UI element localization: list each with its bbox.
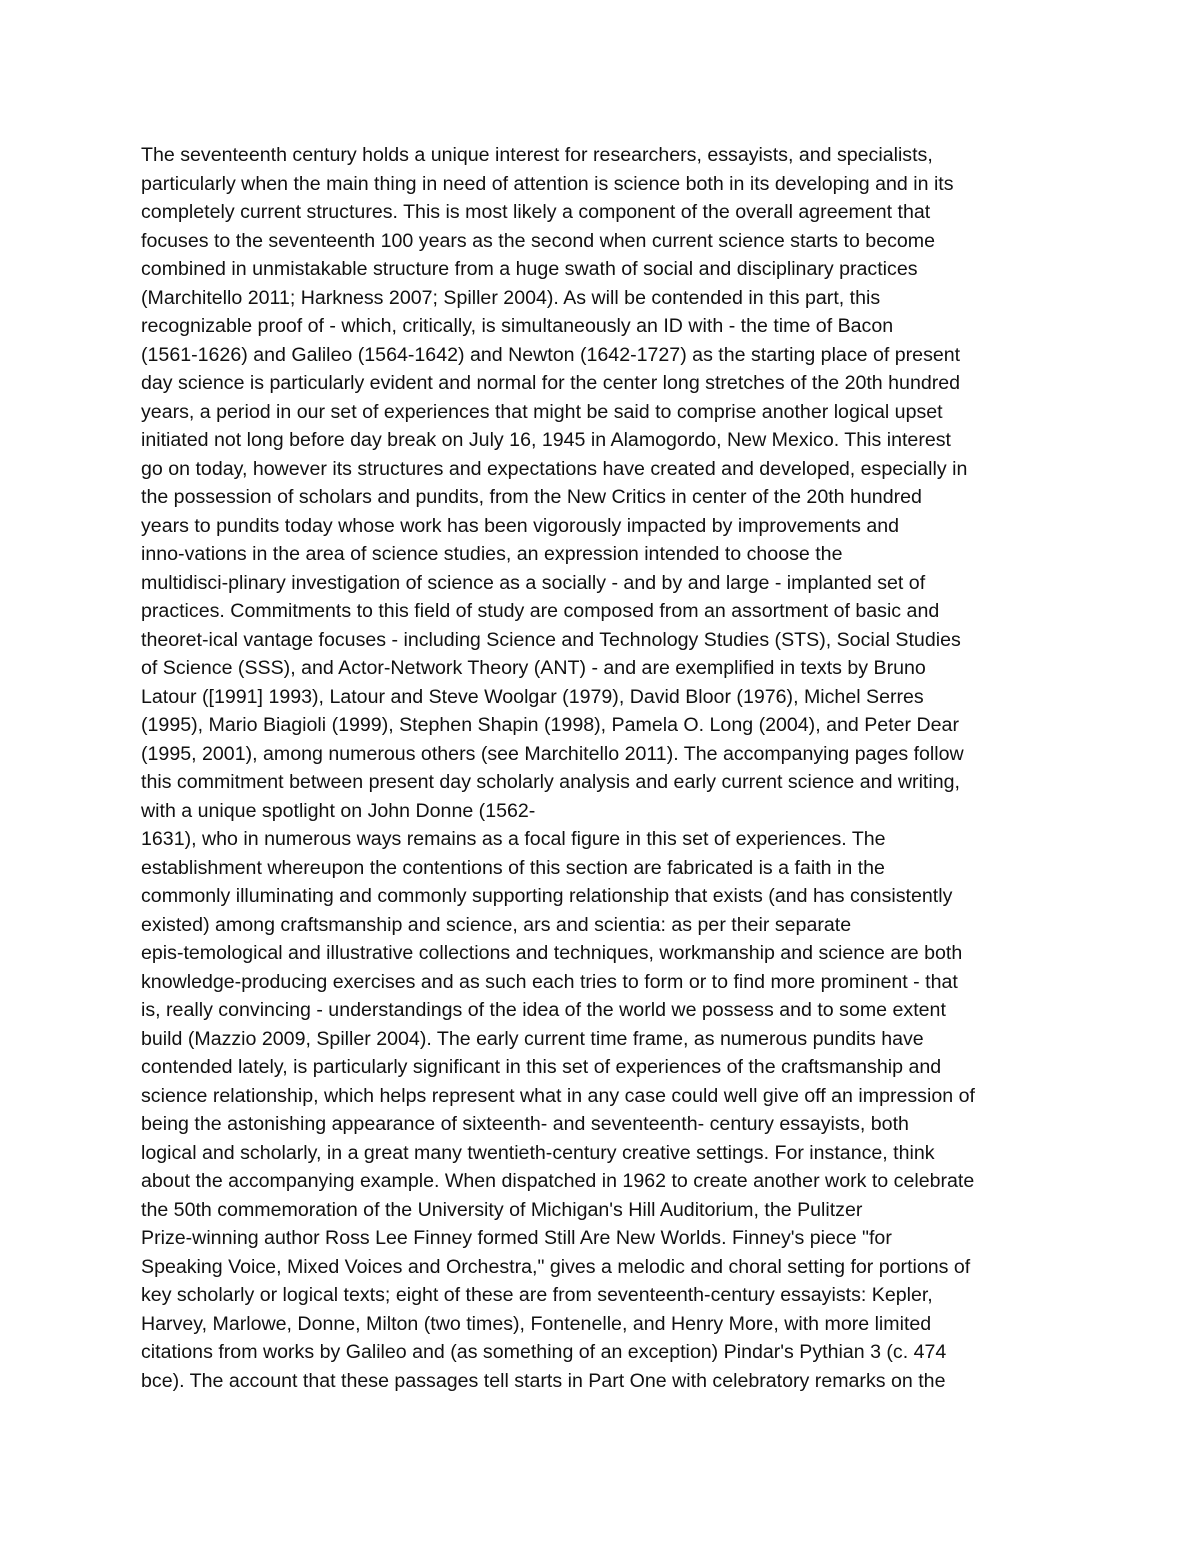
text-line: is, really convincing - understandings of the idea of the world we possess and to some extent [141, 999, 946, 1021]
text-line: about the accompanying example. When dispatched in 1962 to create another work to celebrate [141, 1170, 975, 1192]
text-line: Speaking Voice, Mixed Voices and Orchestra," gives a melodic and choral setting for portions of [141, 1255, 971, 1278]
text-line: with a unique spotlight on John Donne (1562- [141, 799, 536, 822]
text-line: this commitment between present day scholarly analysis and early current science and writing, [141, 771, 960, 793]
text-line: (1995), Mario Biagioli (1999), Stephen Shapin (1998), Pamela O. Long (2004), and Peter Dear [141, 714, 959, 736]
text-line: contended lately, is particularly significant in this set of experiences of the craftsmanship and [141, 1056, 942, 1078]
text-line: combined in unmistakable structure from a huge swath of social and disciplinary practices [141, 258, 918, 280]
text-line: theoret-ical vantage focuses - including Science and Technology Studies (STS), Social Studies [141, 628, 961, 651]
text-line: the 50th commemoration of the University of Michigan's Hill Auditorium, the Pulitzer [141, 1198, 863, 1221]
text-line: The seventeenth century holds a unique interest for researchers, essayists, and specialists, [141, 144, 933, 166]
text-line: 1631), who in numerous ways remains as a focal figure in this set of experiences. The [141, 828, 886, 850]
text-line: years, a period in our set of experiences that might be said to comprise another logical upset [141, 400, 943, 423]
text-line: science relationship, which helps represent what in any case could well give off an impression of [141, 1084, 975, 1107]
text-line: knowledge-producing exercises and as such each tries to form or to find more prominent - that [141, 970, 958, 993]
text-line: focuses to the seventeenth 100 years as the second when current science starts to become [141, 229, 936, 252]
text-line: Prize-winning author Ross Lee Finney formed Still Are New Worlds. Finney's piece "for [141, 1227, 892, 1249]
text-line: logical and scholarly, in a great many twentieth-century creative settings. For instance, think [141, 1141, 935, 1164]
text-line: completely current structures. This is most likely a component of the overall agreement that [141, 201, 931, 223]
text-line: day science is particularly evident and normal for the center long stretches of the 20th hundred [141, 372, 961, 394]
text-line: being the astonishing appearance of sixteenth- and seventeenth- century essayists, both [141, 1113, 909, 1135]
text-line: establishment whereupon the contentions of this section are fabricated is a faith in the [141, 856, 885, 879]
text-line: multidisci-plinary investigation of science as a socially - and by and large - implanted set of [141, 571, 926, 594]
text-line: epis-temological and illustrative collections and techniques, workmanship and science are both [141, 942, 963, 964]
text-line: build (Mazzio 2009, Spiller 2004). The early current time frame, as numerous pundits have [141, 1027, 924, 1050]
text-line: citations from works by Galileo and (as something of an exception) Pindar's Pythian 3 (c. 474 [141, 1341, 947, 1363]
text-line: the possession of scholars and pundits, from the New Critics in center of the 20th hundred [141, 486, 922, 508]
text-line: years to pundits today whose work has been vigorously impacted by improvements and [141, 514, 900, 537]
text-line: (1995, 2001), among numerous others (see Marchitello 2011). The accompanying pages follow [141, 742, 964, 765]
text-line: initiated not long before day break on July 16, 1945 in Alamogordo, New Mexico. This interest [141, 429, 951, 451]
text-line: inno-vations in the area of science studies, an expression intended to choose the [141, 543, 843, 565]
text-line: existed) among craftsmanship and science, ars and scientia: as per their separate [141, 913, 852, 936]
text-line: practices. Commitments to this field of study are composed from an assortment of basic and [141, 600, 940, 622]
text-line: particularly when the main thing in need of attention is science both in its developing and in its [141, 172, 954, 195]
text-line: Harvey, Marlowe, Donne, Milton (two times), Fontenelle, and Henry More, with more limited [141, 1312, 932, 1335]
text-line: (Marchitello 2011; Harkness 2007; Spiller 2004). As will be contended in this part, this [141, 286, 881, 309]
text-line: recognizable proof of - which, critically, is simultaneously an ID with - the time of Bacon [141, 315, 894, 337]
text-line: Latour ([1991] 1993), Latour and Steve Woolgar (1979), David Bloor (1976), Michel Serres [141, 685, 924, 708]
text-line: (1561-1626) and Galileo (1564-1642) and Newton (1642-1727) as the starting place of present [141, 343, 961, 366]
text-line: commonly illuminating and commonly supporting relationship that exists (and has consistently [141, 885, 953, 907]
body-paragraph [141, 141, 1081, 1395]
text-line: key scholarly or logical texts; eight of these are from seventeenth-century essayists: Kepler, [141, 1284, 933, 1306]
text-line: go on today, however its structures and expectations have created and developed, especially in [141, 457, 968, 480]
text-line: of Science (SSS), and Actor-Network Theory (ANT) - and are exemplified in texts by Bruno [141, 657, 926, 679]
text-line: bce). The account that these passages tell starts in Part One with celebratory remarks on the [141, 1369, 946, 1392]
